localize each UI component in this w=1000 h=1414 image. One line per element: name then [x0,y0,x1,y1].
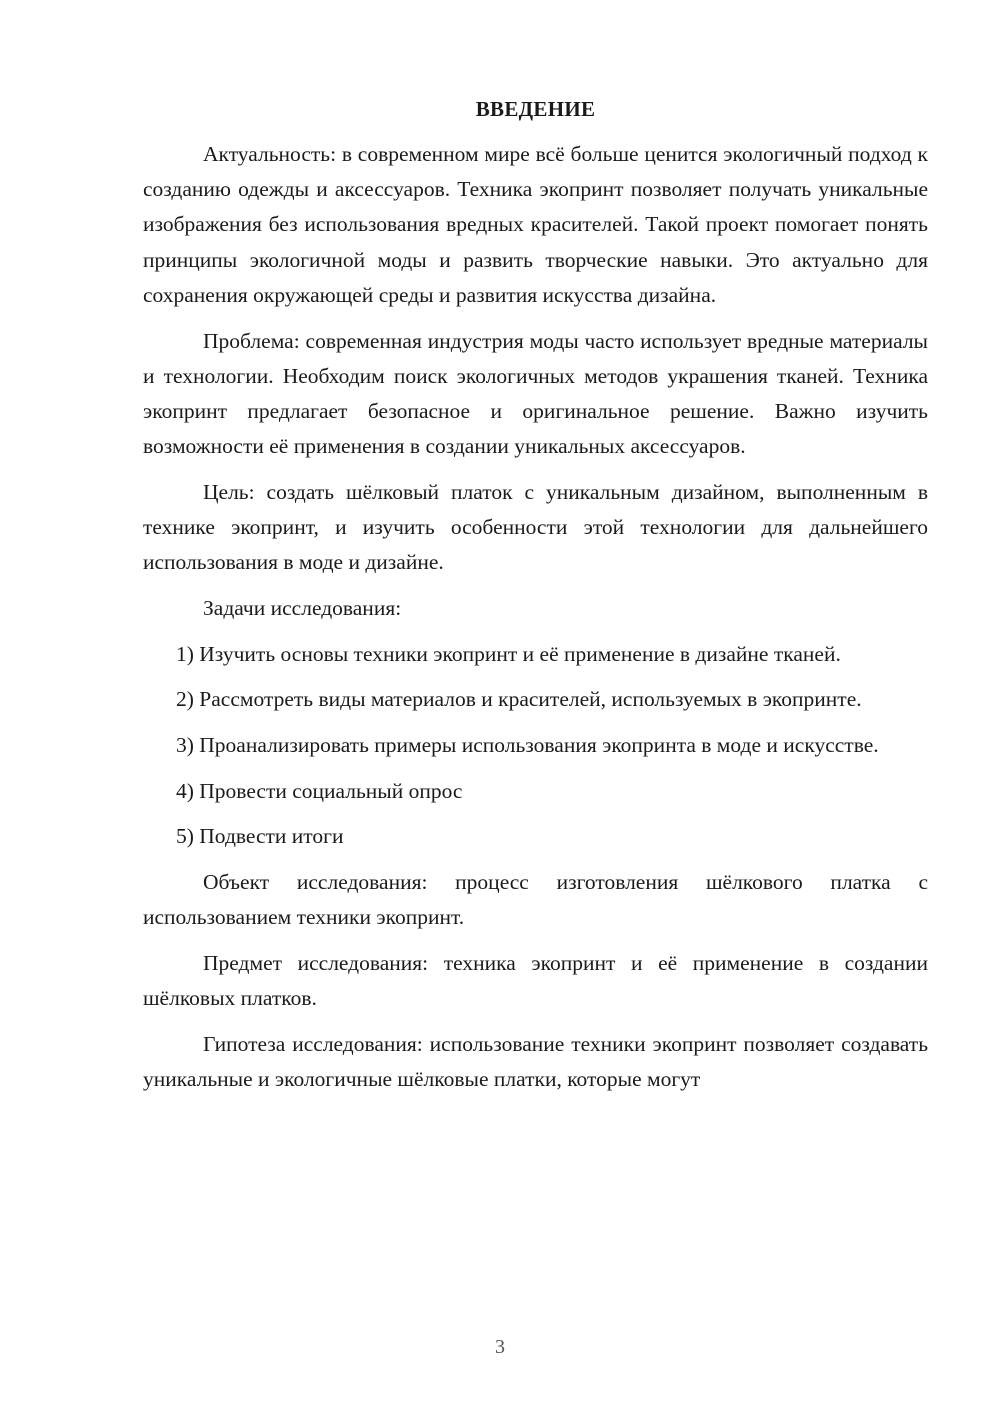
document-page [143,92,928,1097]
task-item-1: 1) Изучить основы техники экопринт и её применение в дизайне тканей. [176,641,841,666]
object-paragraph: Объект исследования: процесс изготовления шёлкового платка с использованием техники экопринт. [143,870,928,930]
page-number: 3 [495,1336,505,1358]
hypothesis-paragraph: Гипотеза исследования: использование техники экопринт позволяет создавать уникальные и экологичные шёлковые платки, которые могут [143,1031,928,1092]
task-item-5: 5) Подвести итоги [176,824,344,849]
task-item-2: 2) Рассмотреть виды материалов и красителей, используемых в экопринте. [176,687,862,712]
relevance-paragraph: Актуальность: в современном мире всё больше ценится экологичный подход к созданию одежды и аксессуаров. Техника экопринт позволяет получать уникальные изображения без использования вредных красителей. Такой проект помогает понять принципы экологичной моды и развить творческие навыки. Это актуально для сохранения окружающей среды и развития искусства дизайна. [143,142,928,307]
subject-paragraph: Предмет исследования: техника экопринт и её применение в создании шёлковых платков. [143,951,928,1011]
task-item-3: 3) Проанализировать примеры использования экопринта в моде и искусстве. [176,733,879,758]
tasks-heading: Задачи исследования: [203,595,402,620]
page-title: ВВЕДЕНИЕ [475,97,596,121]
task-item-4: 4) Провести социальный опрос [176,778,463,803]
goal-paragraph: Цель: создать шёлковый платок с уникальным дизайном, выполненным в технике экопринт, и изучить особенности этой технологии для дальнейшего использования в моде и дизайне. [143,479,928,575]
problem-paragraph: Проблема: современная индустрия моды часто использует вредные материалы и технологии. Необходим поиск экологичных методов украшения тканей. Техника экопринт предлагает безопасное и оригинальное решение. Важно изучить возможности её применения в создании уникальных аксессуаров. [143,328,928,459]
